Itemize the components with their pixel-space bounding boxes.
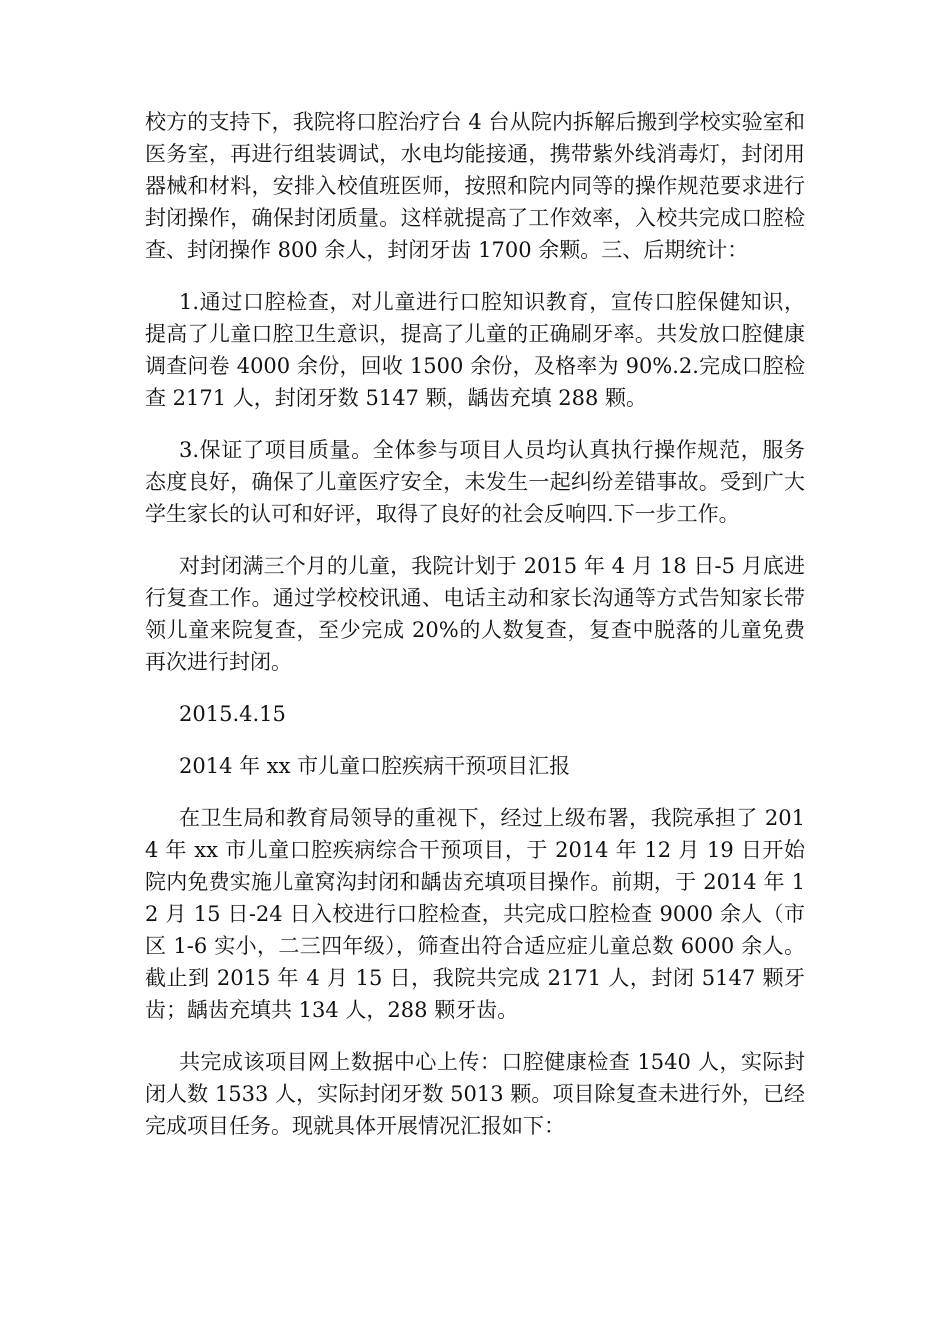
paragraph-statistics: 1.通过口腔检查，对儿童进行口腔知识教育，宣传口腔保健知识，提高了儿童口腔卫生意识，提高了儿童的正确刷牙率。共发放口腔健康调查问卷 4000 余份，回收 1500 余份，及格率为 90%.2.完成口腔检查 2171 人，封闭牙数 5147 颗，龋齿充填 288 颗。: [145, 290, 805, 410]
paragraph-followup: 对封闭满三个月的儿童，我院计划于 2015 年 4 月 18 日-5 月底进行复查工作。通过学校校讯通、电话主动和家长沟通等方式告知家长带领儿童来院复查，至少完成 20%的人数复查，复查中脱落的儿童免费再次进行封闭。: [145, 554, 805, 674]
paragraph-continuation: 校方的支持下，我院将口腔治疗台 4 台从院内拆解后搬到学校实验室和医务室，再进行组装调试，水电均能接通，携带紫外线消毒灯，封闭用器械和材料，安排入校值班医师，按照和院内同等的操作规范要求进行封闭操作，确保封闭质量。这样就提高了工作效率，入校共完成口腔检查、封闭操作 800 余人，封闭牙齿 1700 余颗。三、后期统计：: [145, 110, 805, 262]
document-date: 2015.4.15: [179, 702, 286, 726]
report-title: 2014 年 xx 市儿童口腔疾病干预项目汇报: [179, 754, 571, 778]
paragraph-summary: 共完成该项目网上数据中心上传：口腔健康检查 1540 人，实际封闭人数 1533 人，实际封闭牙数 5013 颗。项目除复查未进行外，已经完成项目任务。现就具体开展情况汇报如下：: [145, 1050, 805, 1138]
document-body: [145, 106, 805, 1162]
paragraph-introduction: 在卫生局和教育局领导的重视下，经过上级布署，我院承担了 2014 年 xx 市儿童口腔疾病综合干预项目，于 2014 年 12 月 19 日开始院内免费实施儿童窝沟封闭和龋齿充填项目操作。前期，于 2014 年 12 月 15 日-24 日入校进行口腔检查，共完成口腔检查 9000 余人（市区 1-6 实小，二三四年级），筛查出符合适应症儿童总数 6000 余人。截止到 2015 年 4 月 15 日，我院共完成 2171 人，封闭 5147 颗牙齿；龋齿充填共 134 人，288 颗牙齿。: [145, 806, 805, 1022]
paragraph-quality: 3.保证了项目质量。全体参与项目人员均认真执行操作规范，服务态度良好，确保了儿童医疗安全，未发生一起纠纷差错事故。受到广大学生家长的认可和好评，取得了良好的社会反响四.下一步工作。: [145, 438, 805, 526]
